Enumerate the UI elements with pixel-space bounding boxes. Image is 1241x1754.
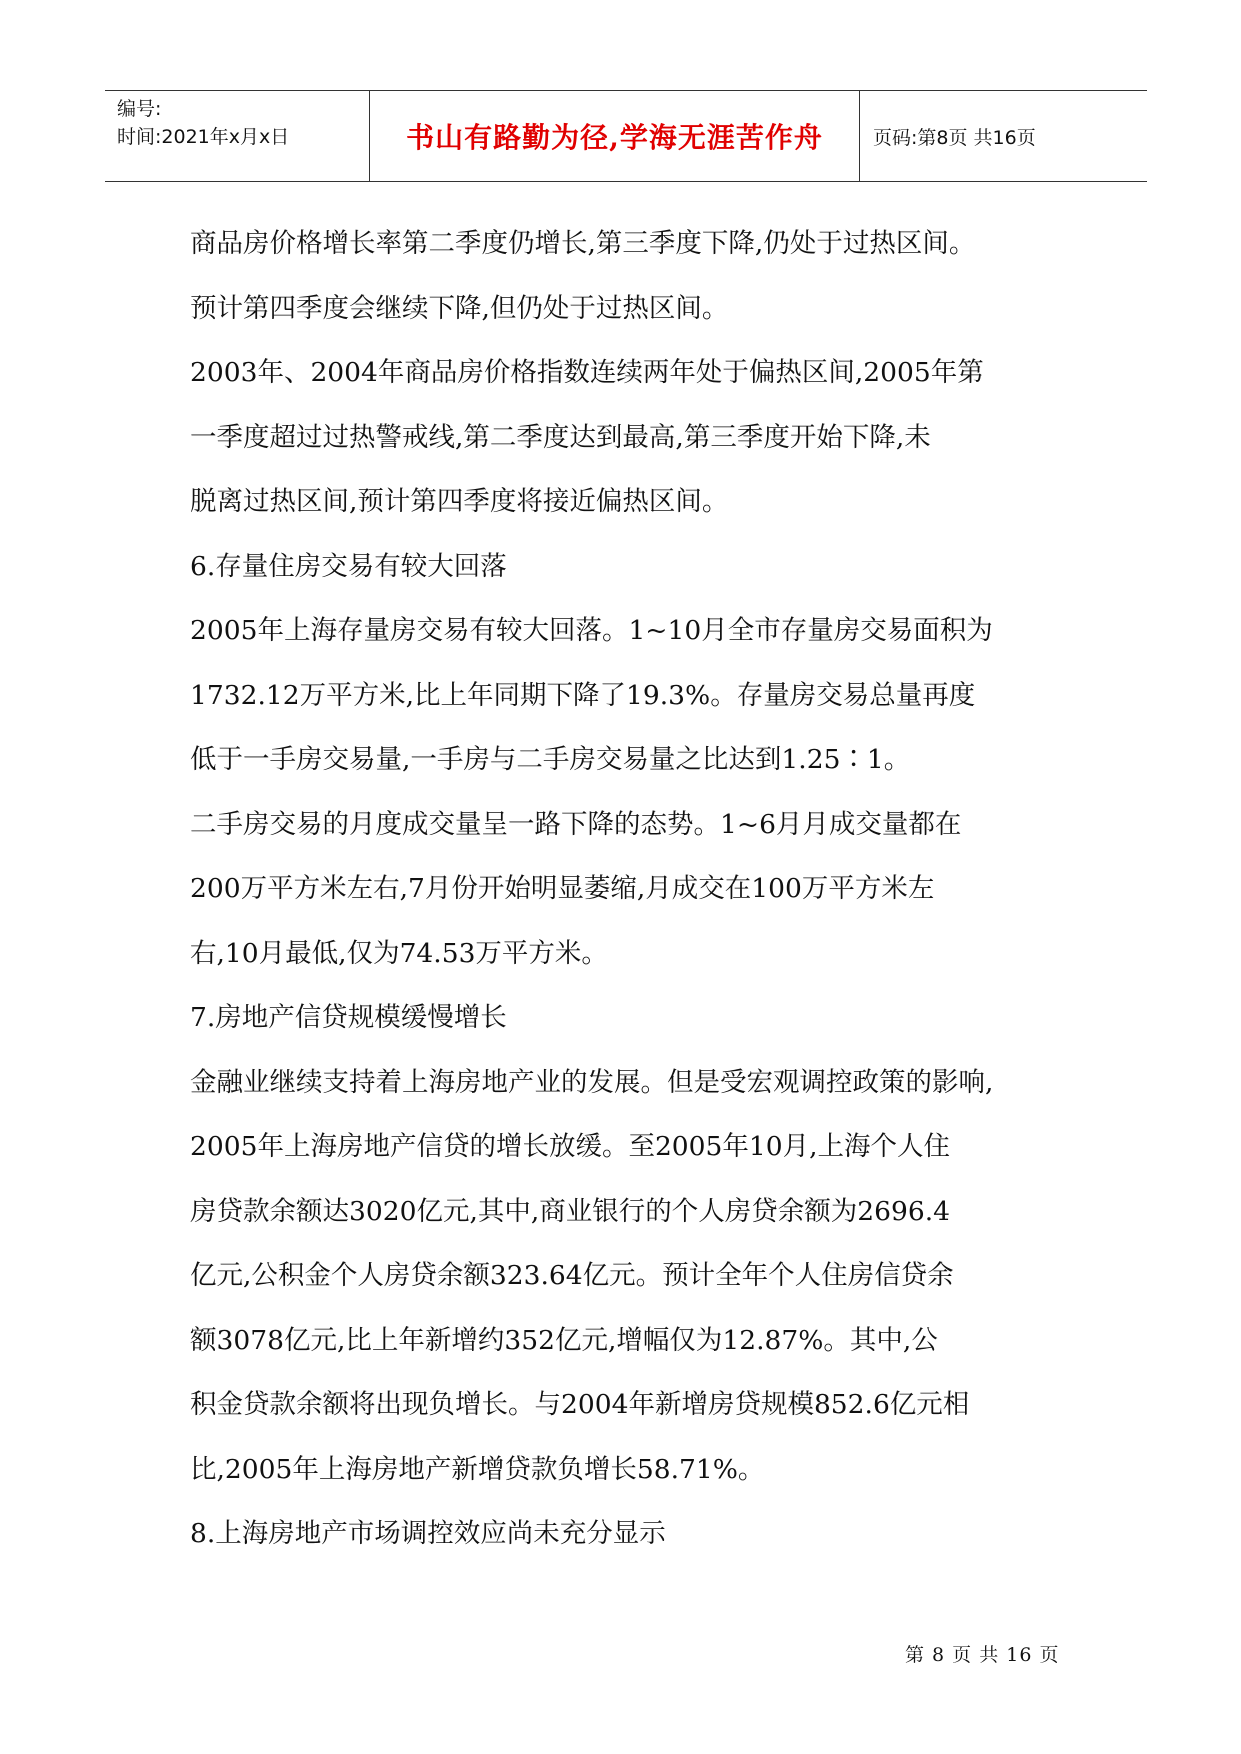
text-line: 2005年上海存量房交易有较大回落。1~10月全市存量房交易面积为 xyxy=(190,615,993,646)
text-line: 预计第四季度会继续下降,但仍处于过热区间。 xyxy=(190,292,729,324)
text-line: 脱离过热区间,预计第四季度将接近偏热区间。 xyxy=(190,486,729,517)
text-line: 亿元,公积金个人房贷余额323.64亿元。预计全年个人住房信贷余 xyxy=(190,1260,954,1291)
text-line: 商品房价格增长率第二季度仍增长,第三季度下降,仍处于过热区间。 xyxy=(190,228,976,259)
text-line: 2005年上海房地产信贷的增长放缓。至2005年10月,上海个人住 xyxy=(190,1131,951,1162)
text-line: 二手房交易的月度成交量呈一路下降的态势。1~6月月成交量都在 xyxy=(190,808,962,840)
text-line: 1732.12万平方米,比上年同期下降了19.3%。存量房交易总量再度 xyxy=(190,679,976,711)
header-motto: 书山有路勤为径,学海无涯苦作舟 xyxy=(406,121,823,154)
section-heading: 7.房地产信贷规模缓慢增长 xyxy=(190,1002,507,1033)
text-line: 额3078亿元,比上年新增约352亿元,增幅仅为12.87%。其中,公 xyxy=(190,1324,938,1356)
text-line: 积金贷款余额将出现负增长。与2004年新增房贷规模852.6亿元相 xyxy=(190,1389,970,1420)
text-line: 200万平方米左右,7月份开始明显萎缩,月成交在100万平方米左 xyxy=(190,873,935,904)
section-heading: 6.存量住房交易有较大回落 xyxy=(190,550,507,582)
document-body xyxy=(190,212,1060,1567)
text-line: 比,2005年上海房地产新增贷款负增长58.71%。 xyxy=(190,1453,765,1485)
section-heading: 8.上海房地产市场调控效应尚未充分显示 xyxy=(190,1518,666,1549)
text-line: 房贷款余额达3020亿元,其中,商业银行的个人房贷余额为2696.4 xyxy=(190,1195,951,1227)
header-page-label: 页码:第8页 共16页 xyxy=(873,126,1036,149)
text-line: 一季度超过过热警戒线,第二季度达到最高,第三季度开始下降,未 xyxy=(190,421,931,453)
text-line: 2003年、2004年商品房价格指数连续两年处于偏热区间,2005年第 xyxy=(190,357,984,388)
number-label: 编号: xyxy=(117,98,162,120)
text-line: 右,10月最低,仅为74.53万平方米。 xyxy=(190,937,608,969)
page-header xyxy=(105,90,1147,182)
text-line: 金融业继续支持着上海房地产业的发展。但是受宏观调控政策的影响, xyxy=(190,1066,994,1098)
page-footer: 第 8 页 共 16 页 xyxy=(905,1644,1060,1666)
header-divider xyxy=(859,91,860,181)
time-label: 时间:2021年x月x日 xyxy=(117,126,290,148)
text-line: 低于一手房交易量,一手房与二手房交易量之比达到1.25∶1。 xyxy=(190,744,911,775)
